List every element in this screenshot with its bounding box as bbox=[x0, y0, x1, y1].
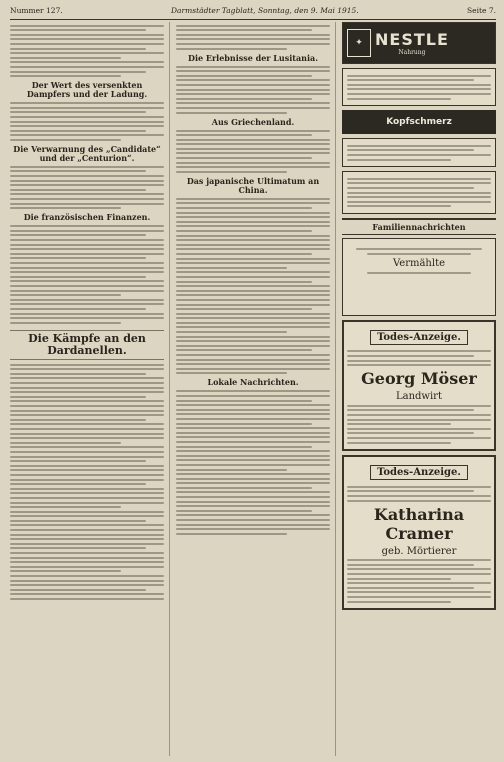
article-heading: Lokale Nachrichten. bbox=[207, 377, 299, 388]
article-heading: Das japanische Ultimatum an China. bbox=[186, 175, 320, 195]
death-notice-2 bbox=[342, 455, 496, 610]
article-heading: Der Wert des versenkten Dampfers und der Ladung. bbox=[26, 80, 148, 100]
column-2 bbox=[176, 22, 336, 756]
paper-title-date: Darmstädter Tagblatt, Sonntag, den 9. Mai 1915. bbox=[171, 6, 359, 15]
nestle-name: NESTLE bbox=[375, 30, 449, 49]
page-number: Seite 7. bbox=[467, 6, 496, 15]
text-block bbox=[10, 166, 164, 209]
small-ad bbox=[342, 138, 496, 167]
article-heading: Die französischen Finanzen. bbox=[23, 212, 151, 223]
page-header bbox=[10, 6, 496, 20]
nestle-logo-icon: ✦ bbox=[347, 29, 371, 57]
wedding-title: Vermählte bbox=[392, 257, 446, 269]
deceased-birthname: geb. Mörtierer bbox=[381, 545, 457, 557]
notice-ad bbox=[342, 171, 496, 214]
article-heading: Die Verwarnung des „Candidate“ und der „Centurion“. bbox=[13, 143, 161, 163]
text-block bbox=[176, 66, 330, 114]
kopfschmerz-label: Kopfschmerz bbox=[386, 117, 452, 128]
text-block bbox=[176, 130, 330, 173]
deceased-name: Katharina Cramer bbox=[373, 504, 465, 543]
text-block bbox=[10, 225, 164, 323]
text-block bbox=[176, 25, 330, 50]
wedding-notice bbox=[342, 238, 496, 316]
column-3-ads bbox=[342, 22, 496, 756]
article-heading: Aus Griechenland. bbox=[211, 116, 295, 127]
text-block bbox=[176, 198, 330, 375]
deceased-name: Georg Möser bbox=[361, 369, 477, 389]
family-notices-header: Familiennachrichten bbox=[342, 218, 496, 235]
deceased-role: Landwirt bbox=[395, 391, 442, 403]
text-block bbox=[10, 364, 164, 600]
text-block bbox=[176, 390, 330, 534]
column-1 bbox=[10, 22, 170, 756]
text-block bbox=[10, 102, 164, 141]
columns bbox=[10, 22, 496, 756]
nestle-tagline: Nahrung bbox=[398, 49, 426, 56]
death-notice-tag: Todes-Anzeige. bbox=[370, 465, 468, 480]
issue-number: Nummer 127. bbox=[10, 6, 63, 15]
article-heading: Die Erlebnisse der Lusitania. bbox=[188, 52, 318, 63]
major-heading: Die Kämpfe an den Dardanellen. bbox=[10, 330, 164, 360]
text-block bbox=[10, 25, 164, 78]
nestle-ad bbox=[342, 22, 496, 64]
death-notice-1 bbox=[342, 320, 496, 451]
kopfschmerz-ad bbox=[342, 110, 496, 134]
notice-ad bbox=[342, 68, 496, 106]
death-notice-tag: Todes-Anzeige. bbox=[370, 330, 468, 345]
